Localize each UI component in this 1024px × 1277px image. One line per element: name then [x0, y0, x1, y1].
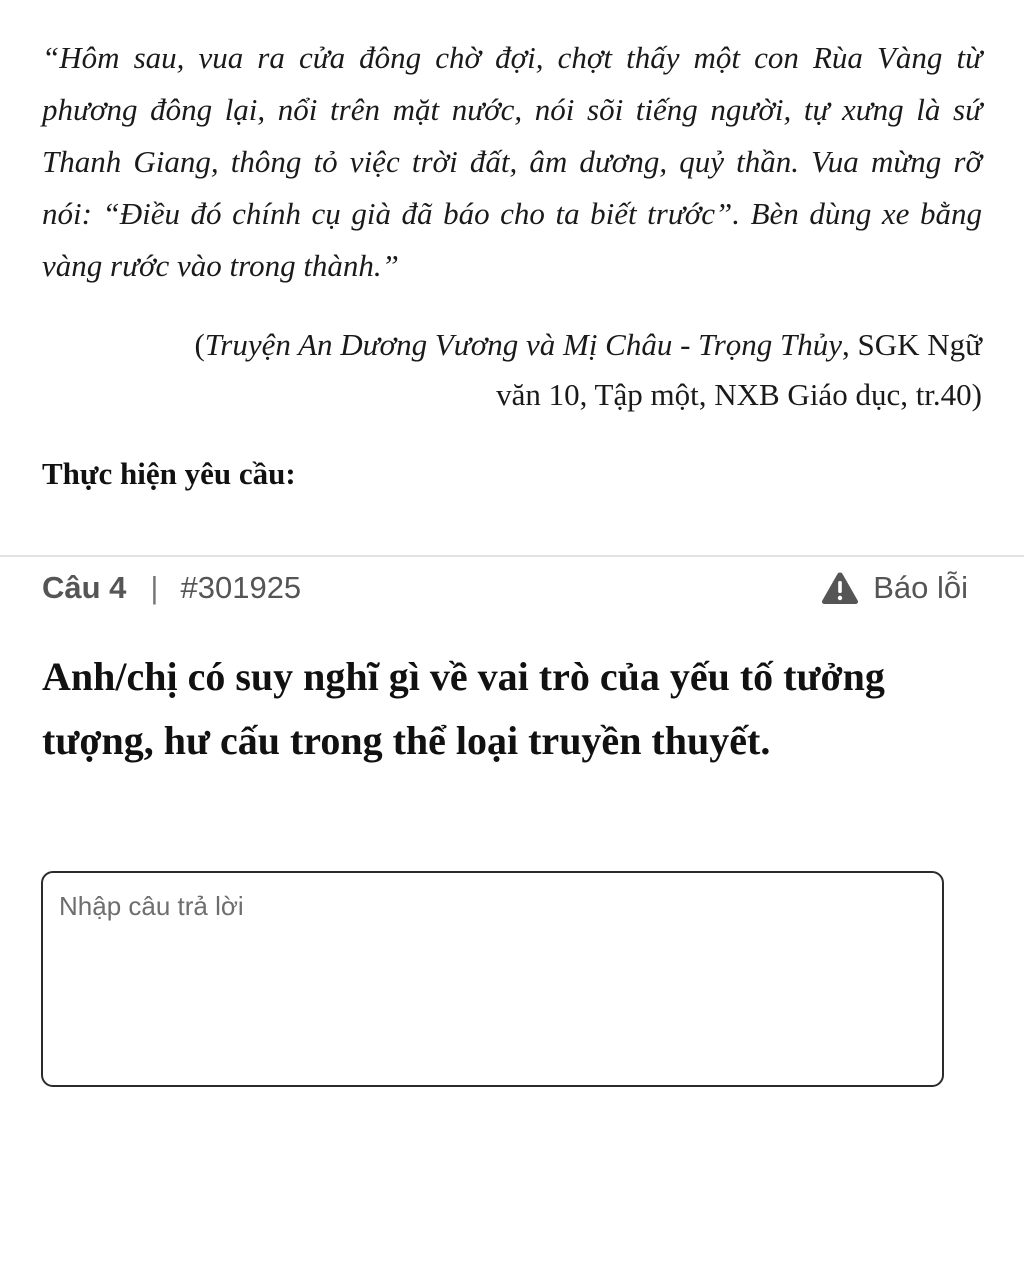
report-error-button[interactable]	[821, 566, 968, 610]
citation-open-paren: (	[194, 327, 205, 362]
report-error-label: Báo lỗi	[873, 570, 968, 605]
citation-source: , SGK Ngữ	[842, 327, 982, 362]
reading-passage: “Hôm sau, vua ra cửa đông chờ đợi, chợt thấy một con Rùa Vàng từ phương đông lại, nổi trên mặt nước, nói sõi tiếng người, tự xưng là sứ Thanh Giang, thông tỏ việc trời đất, âm dương, quỷ thần. Vua mừng rỡ nói: “Điều đó chính cụ già đã báo cho ta biết trước”. Bèn dùng xe bằng vàng rước vào trong thành.”	[42, 40, 982, 283]
citation-line-1	[42, 320, 982, 370]
question-id: #301925	[180, 570, 302, 605]
citation-line-2: văn 10, Tập một, NXB Giáo dục, tr.40)	[496, 377, 982, 412]
question-header	[42, 562, 982, 612]
question-separator: |	[150, 570, 159, 605]
answer-input[interactable]	[41, 871, 944, 1087]
instruction-heading: Thực hiện yêu cầu:	[42, 456, 296, 491]
question-number: Câu 4	[42, 570, 127, 605]
warning-icon	[821, 571, 859, 605]
question-meta	[42, 566, 301, 610]
passage-citation	[42, 320, 982, 420]
section-divider	[0, 555, 1024, 557]
citation-story-title: Truyện An Dương Vương và Mị Châu - Trọng Thủy	[204, 327, 843, 362]
question-text: Anh/chị có suy nghĩ gì về vai trò của yếu tố tưởng tượng, hư cấu trong thể loại truyền thuyết.	[42, 654, 885, 763]
